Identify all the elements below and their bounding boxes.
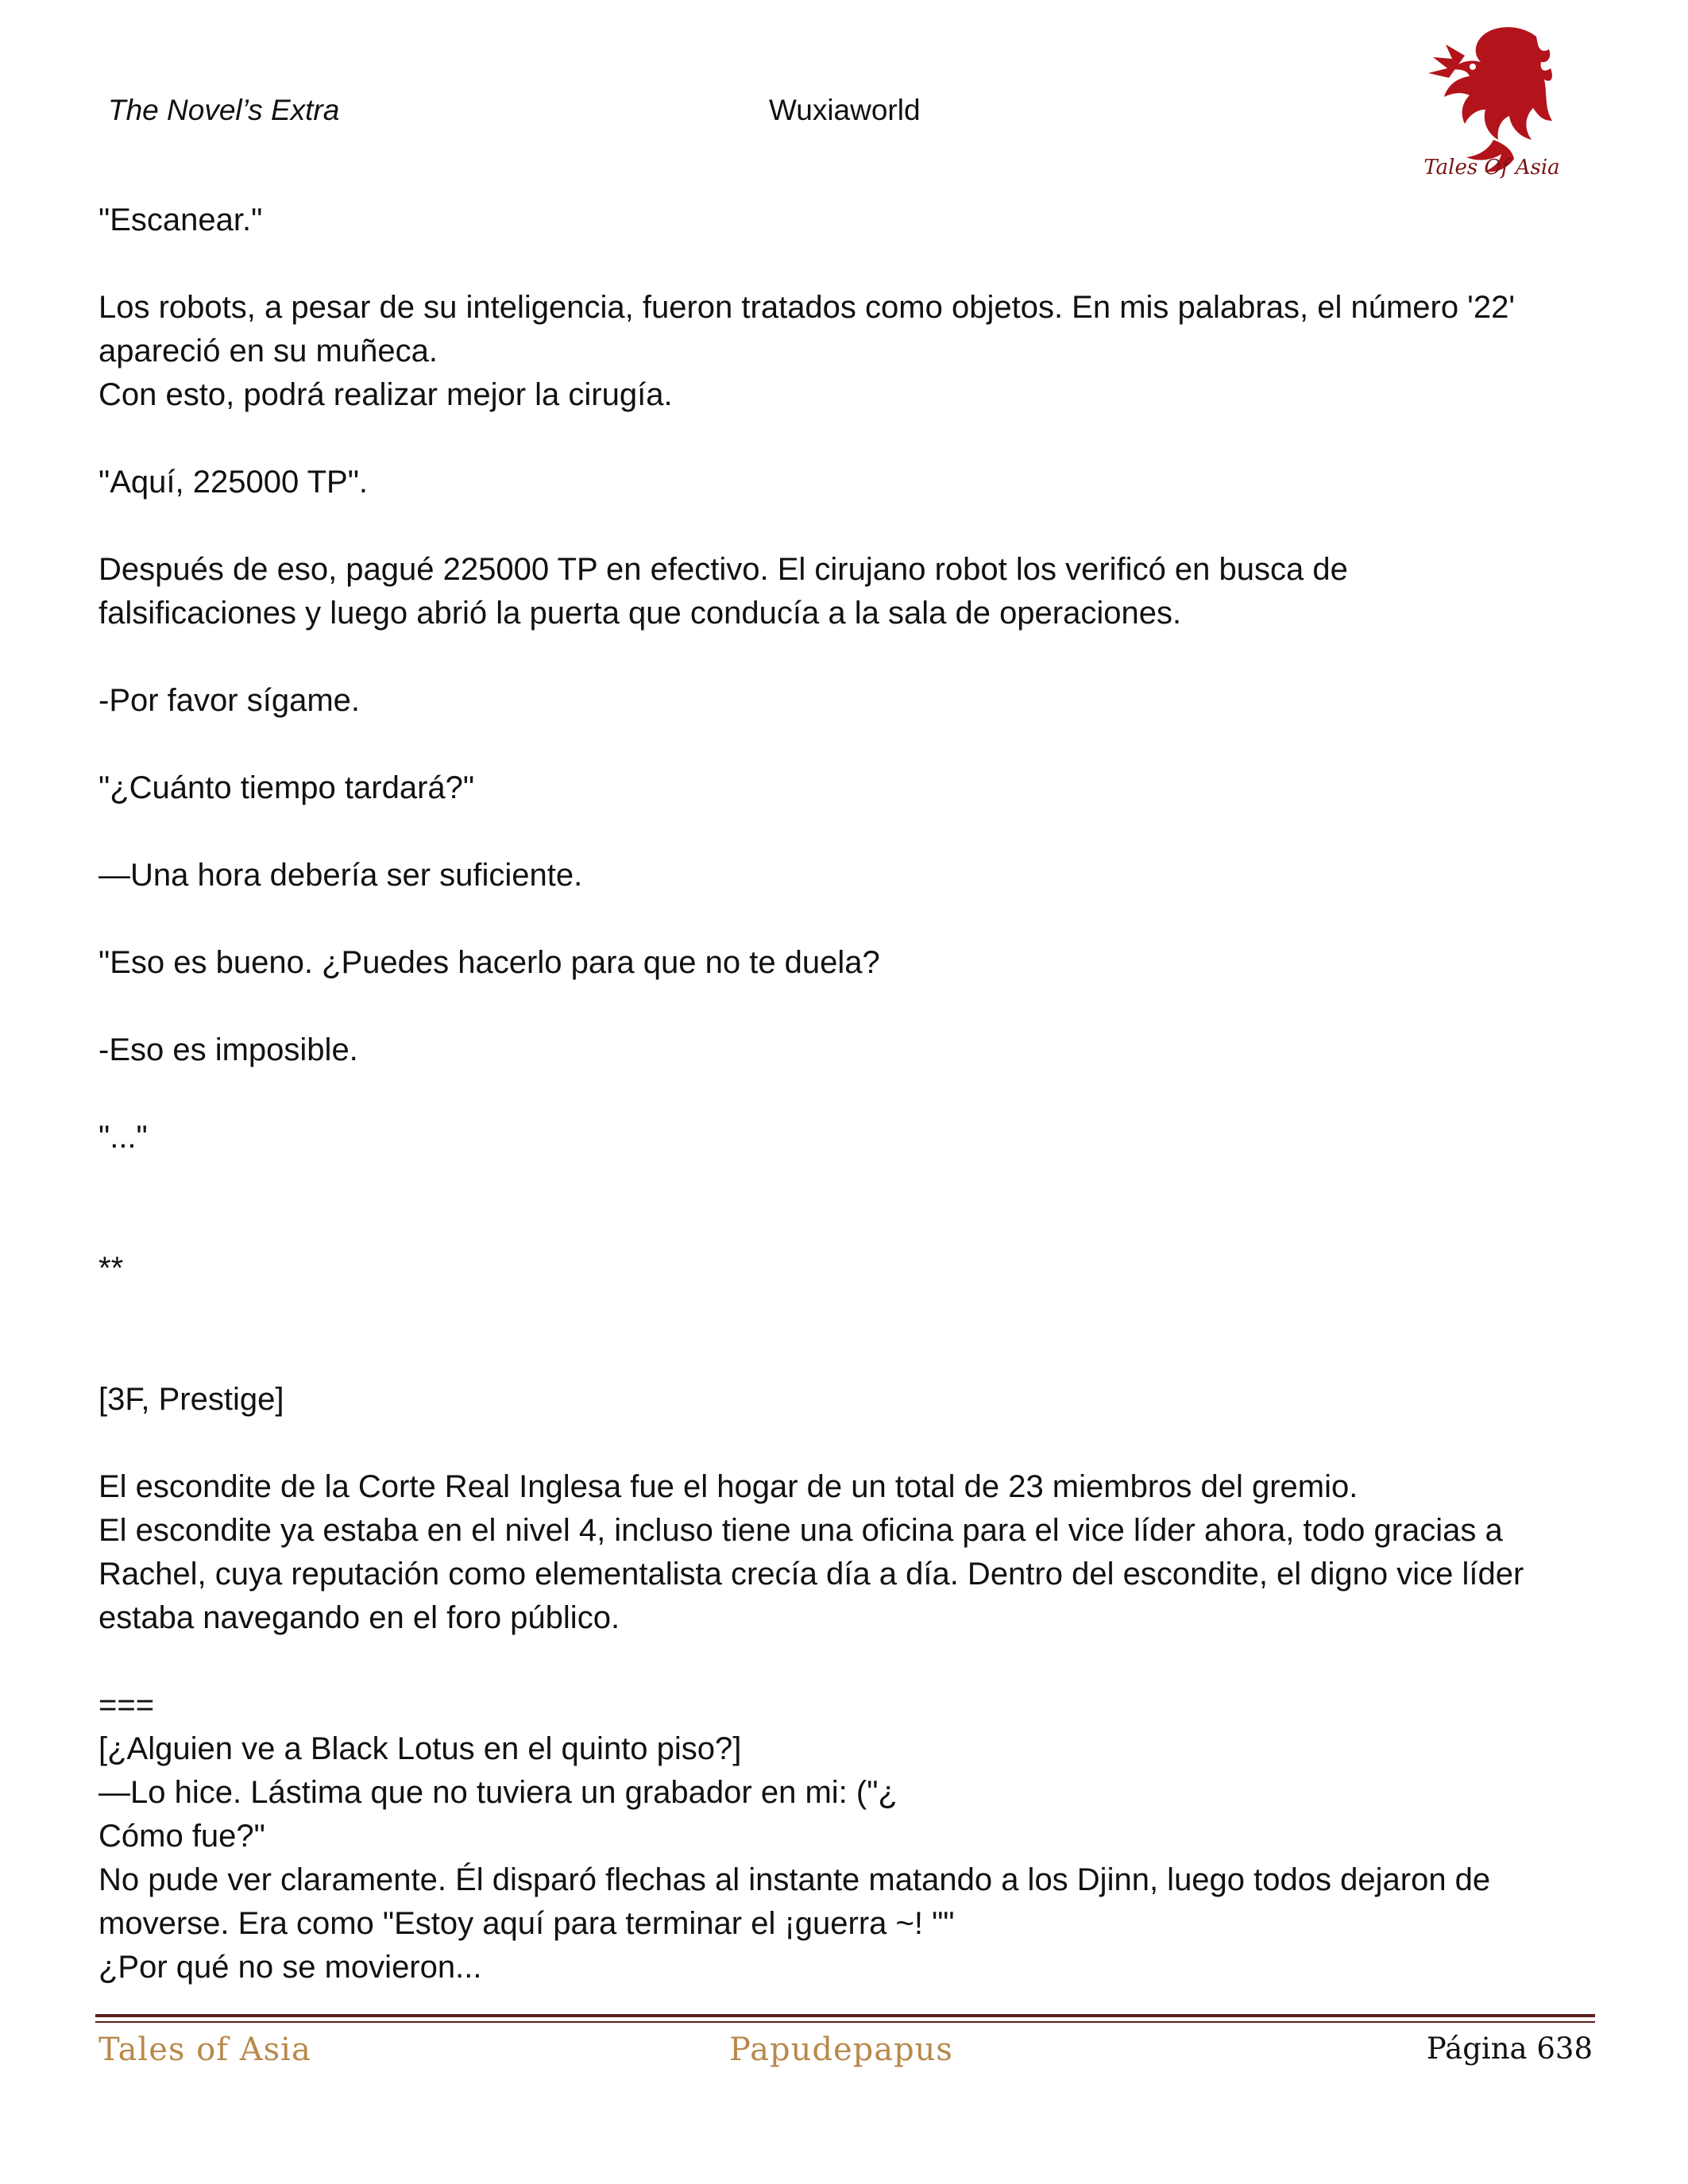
text-line — [98, 1072, 1592, 1116]
text-line — [98, 417, 1592, 461]
text-line: -Por favor sígame. — [98, 683, 361, 718]
text-line: apareció en su muñeca. — [98, 334, 438, 369]
text-line: -Eso es imposible. — [98, 1032, 358, 1067]
text-line: Después de eso, pagué 225000 TP en efectivo. El cirujano robot los verificó en busca de — [98, 552, 1348, 587]
text-line: "¿Cuánto tiempo tardará?" — [98, 770, 475, 805]
text-line — [98, 1160, 1592, 1203]
text-line — [98, 504, 1592, 548]
footer-divider — [95, 2014, 1595, 2017]
text-line: El escondite de la Corte Real Inglesa fue el hogar de un total de 23 miembros del gremio. — [98, 1469, 1358, 1504]
header-source: Wuxiaworld — [769, 94, 921, 126]
text-line — [98, 1203, 1592, 1247]
text-line — [98, 1422, 1592, 1465]
text-line: "Aquí, 225000 TP". — [98, 465, 369, 500]
text-line: —Lo hice. Lástima que no tuviera un grabador en mi: ("¿ — [98, 1775, 898, 1810]
text-line: ¿Por qué no se movieron... — [98, 1950, 482, 1985]
text-line: "Escanear." — [98, 203, 263, 237]
text-line: —Una hora debería ser suficiente. — [98, 858, 583, 893]
logo-caption: Tales Of Asia — [1423, 156, 1560, 179]
text-line: El escondite ya estaba en el nivel 4, incluso tiene una oficina para el vice líder ahora, todo gracias a — [98, 1513, 1503, 1548]
text-line: estaba navegando en el foro público. — [98, 1600, 620, 1635]
text-line: "..." — [98, 1120, 148, 1155]
page-number: Página 638 — [1426, 2032, 1593, 2066]
text-line: falsificaciones y luego abrió la puerta que conducía a la sala de operaciones. — [98, 596, 1182, 631]
text-line — [98, 810, 1592, 854]
text-line: === — [98, 1688, 155, 1723]
text-line — [98, 242, 1592, 286]
text-line: Los robots, a pesar de su inteligencia, fueron tratados como objetos. En mis palabras, el número '22' — [98, 290, 1515, 325]
text-line — [98, 1291, 1592, 1334]
text-line — [98, 985, 1592, 1028]
document-body — [98, 199, 1592, 1989]
header-book-title: The Novel’s Extra — [108, 94, 340, 126]
text-line — [98, 1334, 1592, 1378]
text-line: [¿Alguien ve a Black Lotus en el quinto piso?] — [98, 1731, 742, 1766]
text-line: Cómo fue?" — [98, 1819, 265, 1854]
text-line: "Eso es bueno. ¿Puedes hacerlo para que no te duela? — [98, 945, 880, 980]
text-line: No pude ver claramente. Él disparó flechas al instante matando a los Djinn, luego todos dejaron de — [98, 1862, 1491, 1897]
scene-heading: [3F, Prestige] — [98, 1382, 284, 1417]
section-break: ** — [98, 1251, 124, 1286]
footer-translator: Papudepapus — [729, 2032, 953, 2068]
text-line: Con esto, podrá realizar mejor la cirugía. — [98, 377, 673, 412]
text-line — [98, 1640, 1592, 1684]
text-line: Rachel, cuya reputación como elementalista crecía día a día. Dentro del escondite, el digno vice líder — [98, 1557, 1524, 1592]
text-line — [98, 723, 1592, 766]
footer-site: Tales of Asia — [98, 2032, 311, 2068]
text-line — [98, 635, 1592, 679]
text-line — [98, 897, 1592, 941]
text-line: moverse. Era como "Estoy aquí para terminar el ¡guerra ~! "" — [98, 1906, 955, 1941]
footer-divider-thin — [95, 2021, 1595, 2023]
